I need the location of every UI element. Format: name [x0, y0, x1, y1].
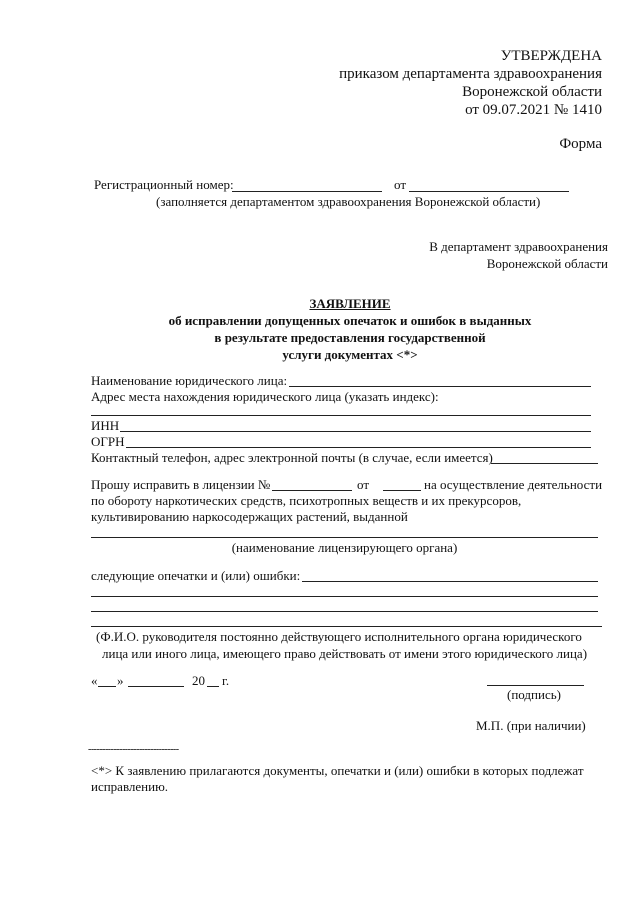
date-day-line: [98, 686, 116, 687]
errors-line-2: [91, 596, 598, 597]
registration-number-line: [232, 191, 382, 192]
request-activity-label: на осуществление деятельности: [424, 477, 603, 492]
signatory-caption-2: лица или иного лица, имеющего право действовать от имени этого юридического лица): [102, 646, 588, 661]
approval-line-3: от 09.07.2021 № 1410: [465, 102, 602, 118]
date-month-line: [128, 686, 184, 687]
signature-caption: (подпись): [507, 687, 561, 702]
signature-line: [487, 685, 584, 686]
date-year-suffix: г.: [222, 673, 230, 688]
licensing-body-line: [91, 537, 598, 538]
registration-note: (заполняется департаментом здравоохранения Воронежской области): [156, 194, 541, 209]
errors-line-1: [302, 581, 598, 582]
registration-from-label: от: [394, 177, 407, 192]
request-line-2: по обороту наркотических средств, психотропных веществ и их прекурсоров,: [91, 493, 522, 508]
request-from-label: от: [357, 477, 370, 492]
errors-line-3: [91, 611, 598, 612]
inn-label: ИНН: [91, 418, 120, 433]
footnote-line-2: исправлению.: [91, 779, 169, 794]
licensing-body-caption: (наименование лицензирующего органа): [231, 540, 458, 555]
ogrn-line: [126, 447, 591, 448]
request-line-3: культивированию наркосодержащих растений, выданной: [91, 509, 408, 524]
date-year-prefix: 20: [192, 673, 205, 688]
approval-line-1: приказом департамента здравоохранения: [339, 66, 602, 82]
approval-title: УТВЕРЖДЕНА: [500, 48, 602, 64]
address-label: Адрес места нахождения юридического лица (указать индекс):: [91, 389, 439, 404]
form-label: Форма: [559, 136, 602, 152]
legal-name-label: Наименование юридического лица:: [91, 373, 288, 388]
contacts-line: [491, 463, 598, 464]
date-year-line: [207, 686, 219, 687]
document-subtitle-3: услуги документах <*>: [282, 347, 418, 362]
license-date-line: [383, 490, 421, 491]
stamp-caption: М.П. (при наличии): [476, 718, 586, 733]
request-license-label: Прошу исправить в лицензии №: [91, 477, 271, 492]
legal-name-line: [289, 386, 591, 387]
address-line: [91, 415, 591, 416]
signatory-line: [91, 626, 602, 627]
document-subtitle-1: об исправлении допущенных опечаток и ошибок в выданных: [168, 313, 532, 328]
footnote-line-1: <*> К заявлению прилагаются документы, опечатки и (или) ошибки в которых подлежат: [91, 763, 584, 778]
date-quote-close: »: [117, 673, 124, 688]
contacts-label: Контактный телефон, адрес электронной почты (в случае, если имеется): [91, 450, 493, 465]
addressee-line-1: В департамент здравоохранения: [429, 239, 608, 254]
document-subtitle-2: в результате предоставления государственной: [214, 330, 486, 345]
ogrn-label: ОГРН: [91, 434, 125, 449]
errors-label: следующие опечатки и (или) ошибки:: [91, 568, 301, 583]
date-quote-open: «: [91, 673, 98, 688]
approval-line-2: Воронежской области: [462, 84, 602, 100]
registration-date-line: [409, 191, 569, 192]
inn-line: [120, 431, 591, 432]
document-title: ЗАЯВЛЕНИЕ: [309, 296, 391, 311]
footnote-separator: --------------------------------: [88, 744, 179, 755]
addressee-line-2: Воронежской области: [486, 256, 608, 271]
license-number-line: [272, 490, 352, 491]
registration-label: Регистрационный номер:: [94, 177, 234, 192]
signatory-caption-1: (Ф.И.О. руководителя постоянно действующего исполнительного органа юридического: [96, 629, 582, 644]
